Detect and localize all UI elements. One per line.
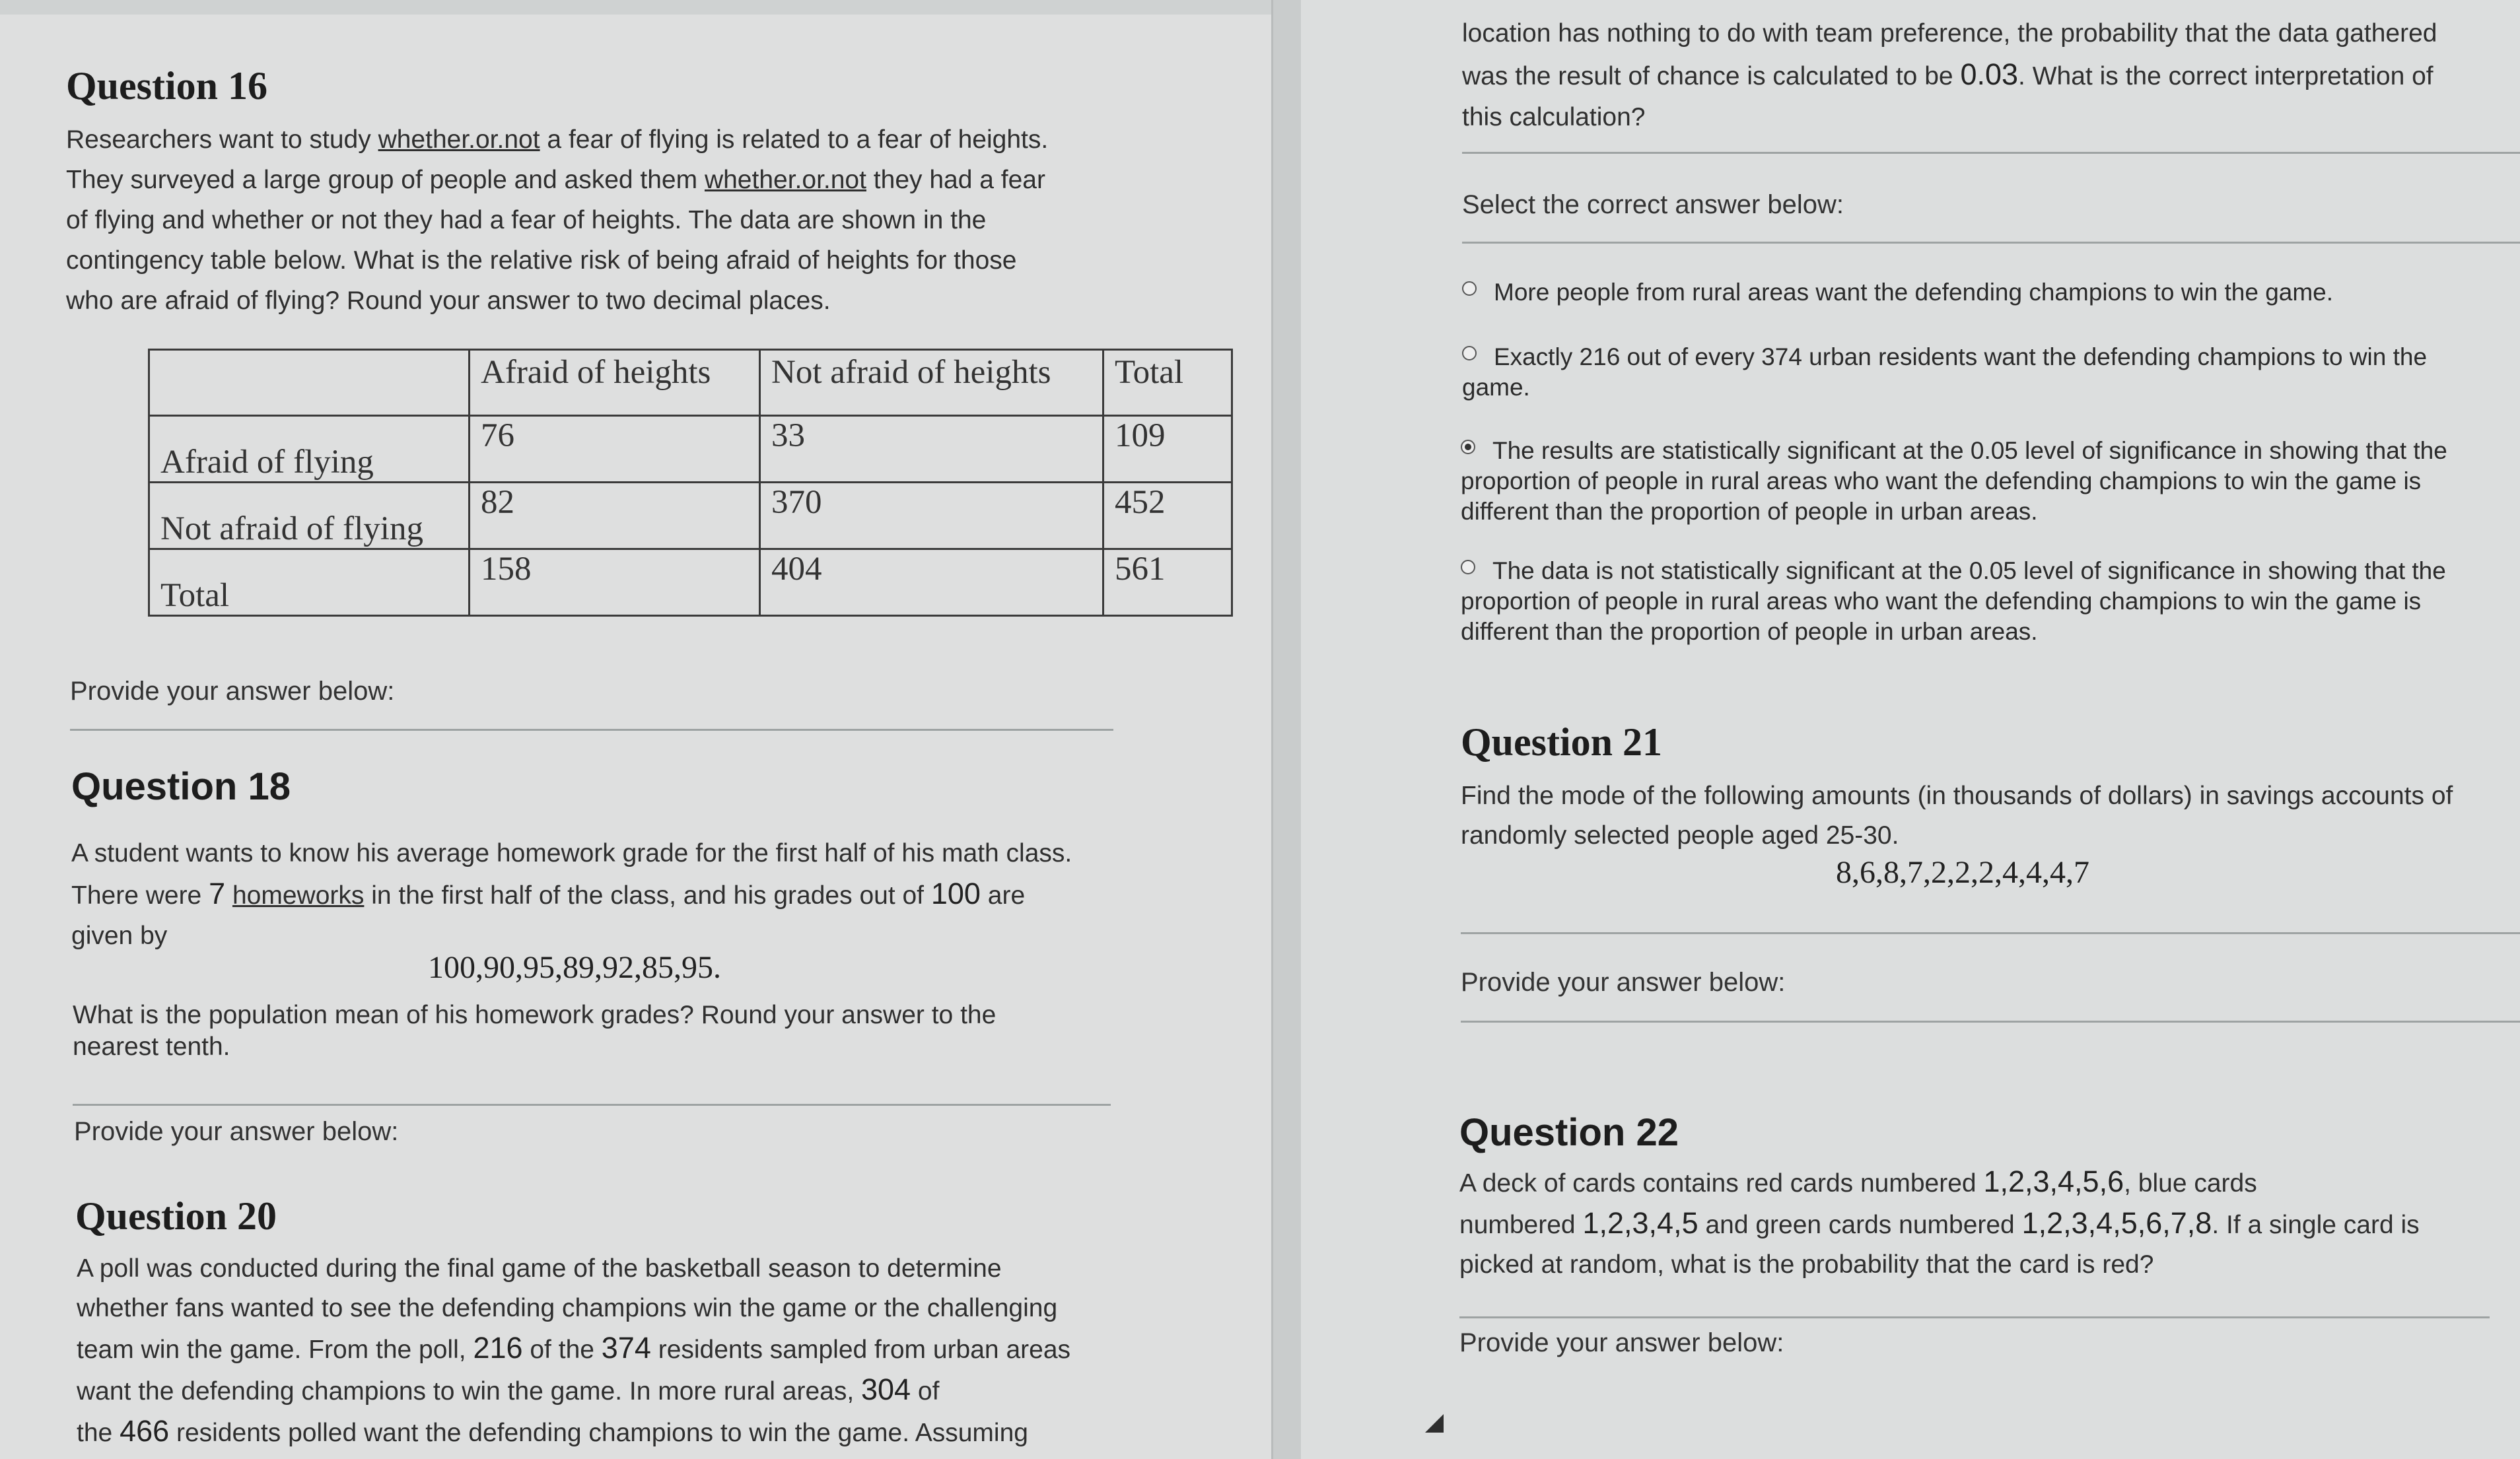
table-header-cell: Total — [1103, 350, 1232, 416]
table-row — [149, 416, 1232, 483]
top-edge-bar — [0, 0, 1271, 15]
row-label: Total — [149, 549, 470, 616]
q16-answer-field[interactable] — [70, 729, 1113, 731]
q21-data: 8,6,8,7,2,2,2,4,4,4,7 — [1836, 855, 2089, 890]
table-header-cell — [149, 350, 470, 416]
q16-text: Researchers want to study whether.or.not a fear of flying is related to a fear of heights. They surveyed a large group of people and asked them whether.or.not they had a fear of flying and whether or not they had a fear of heights. The data are shown in the contingency table below. What is the relative risk of being afraid of heights for those who are afraid of flying? Round your answer to two decimal places. — [66, 125, 1049, 315]
q20-title: Question 20 — [75, 1194, 277, 1238]
select-answer-prompt: Select the correct answer below: — [1462, 190, 1844, 219]
table-cell: 76 — [470, 416, 760, 483]
divider — [1462, 152, 2520, 154]
page-gutter — [1271, 0, 1305, 1459]
radio-button[interactable] — [1462, 346, 1477, 360]
table-row — [149, 483, 1232, 549]
table-cell: 33 — [760, 416, 1103, 483]
table-cell: 561 — [1103, 549, 1232, 616]
q22-title: Question 22 — [1459, 1111, 1679, 1154]
table-cell: 109 — [1103, 416, 1232, 483]
radio-button-selected[interactable] — [1461, 440, 1475, 454]
table-cell: 404 — [760, 549, 1103, 616]
table-cell: 452 — [1103, 483, 1232, 549]
answer-option-1[interactable]: More people from rural areas want the defending champions to win the game. — [1462, 277, 2333, 308]
q20-continuation: location has nothing to do with team preference, the probability that the data gathered was the result of chance is calculated to be 0.03. What is the correct interpretation of this calculation? — [1462, 19, 2437, 131]
q22-answer-prompt: Provide your answer below: — [1459, 1328, 1784, 1357]
table-cell: 370 — [760, 483, 1103, 549]
q18-grades: 100,90,95,89,92,85,95. — [428, 950, 721, 985]
q21-answer-field[interactable] — [1461, 1021, 2520, 1023]
q20-text: A poll was conducted during the final game of the basketball season to determine whether fans wanted to see the defending champions win the game or the challenging team win the game. From the poll, 216 of the 374 residents sampled from urban areas want the defending champions to win the game. In more rural areas, 304 of the 466 residents polled want the defending champions to win the game. Assuming — [77, 1254, 1071, 1448]
table-header-cell: Afraid of heights — [470, 350, 760, 416]
table-row — [149, 549, 1232, 616]
row-label: Afraid of flying — [149, 416, 470, 483]
q18-question: What is the population mean of his homework grades? Round your answer to the nearest tenth. — [73, 1001, 997, 1061]
table-cell: 82 — [470, 483, 760, 549]
row-label: Not afraid of flying — [149, 483, 470, 549]
contingency-table — [148, 349, 1233, 617]
q21-title: Question 21 — [1461, 720, 1663, 764]
q18-divider — [73, 1104, 1111, 1106]
q18-answer-prompt: Provide your answer below: — [74, 1117, 399, 1146]
q21-text: Find the mode of the following amounts (in thousands of dollars) in savings accounts of randomly selected people aged 25-30. — [1461, 782, 2453, 850]
resize-handle-icon[interactable] — [1424, 1413, 1445, 1434]
answer-option-2[interactable]: Exactly 216 out of every 374 urban residents want the defending champions to win the game. — [1462, 343, 2428, 401]
answer-option-3-selected[interactable]: The results are statistically significant at the 0.05 level of significance in showing that the proportion of people in rural areas who want the defending champions to win the game is different than the proportion of people in urban areas. — [1461, 437, 2447, 525]
radio-button[interactable] — [1461, 560, 1475, 574]
q16-answer-prompt: Provide your answer below: — [70, 677, 395, 706]
q18-title: Question 18 — [71, 765, 291, 808]
right-page-column — [1301, 0, 2520, 1459]
q16-title: Question 16 — [66, 64, 268, 108]
radio-button[interactable] — [1462, 281, 1477, 296]
divider — [1461, 932, 2520, 934]
table-cell: 158 — [470, 549, 760, 616]
answer-option-4[interactable]: The data is not statistically significant at the 0.05 level of significance in showing that the proportion of people in rural areas who want the defending champions to win the game is different than the proportion of people in urban areas. — [1461, 557, 2446, 645]
divider — [1459, 1316, 2490, 1318]
q21-answer-prompt: Provide your answer below: — [1461, 968, 1786, 997]
q18-text: A student wants to know his average homework grade for the first half of his math class. There were 7 homeworks in the first half of the class, and his grades out of 100 are given by — [71, 839, 1072, 950]
q22-text: A deck of cards contains red cards numbered 1,2,3,4,5,6, blue cards numbered 1,2,3,4,5 and green cards numbered 1,2,3,4,5,6,7,8. If a single card is picked at random, what is the probability that the card is red? — [1459, 1165, 2420, 1279]
table-header-cell: Not afraid of heights — [760, 350, 1103, 416]
divider — [1462, 242, 2520, 244]
